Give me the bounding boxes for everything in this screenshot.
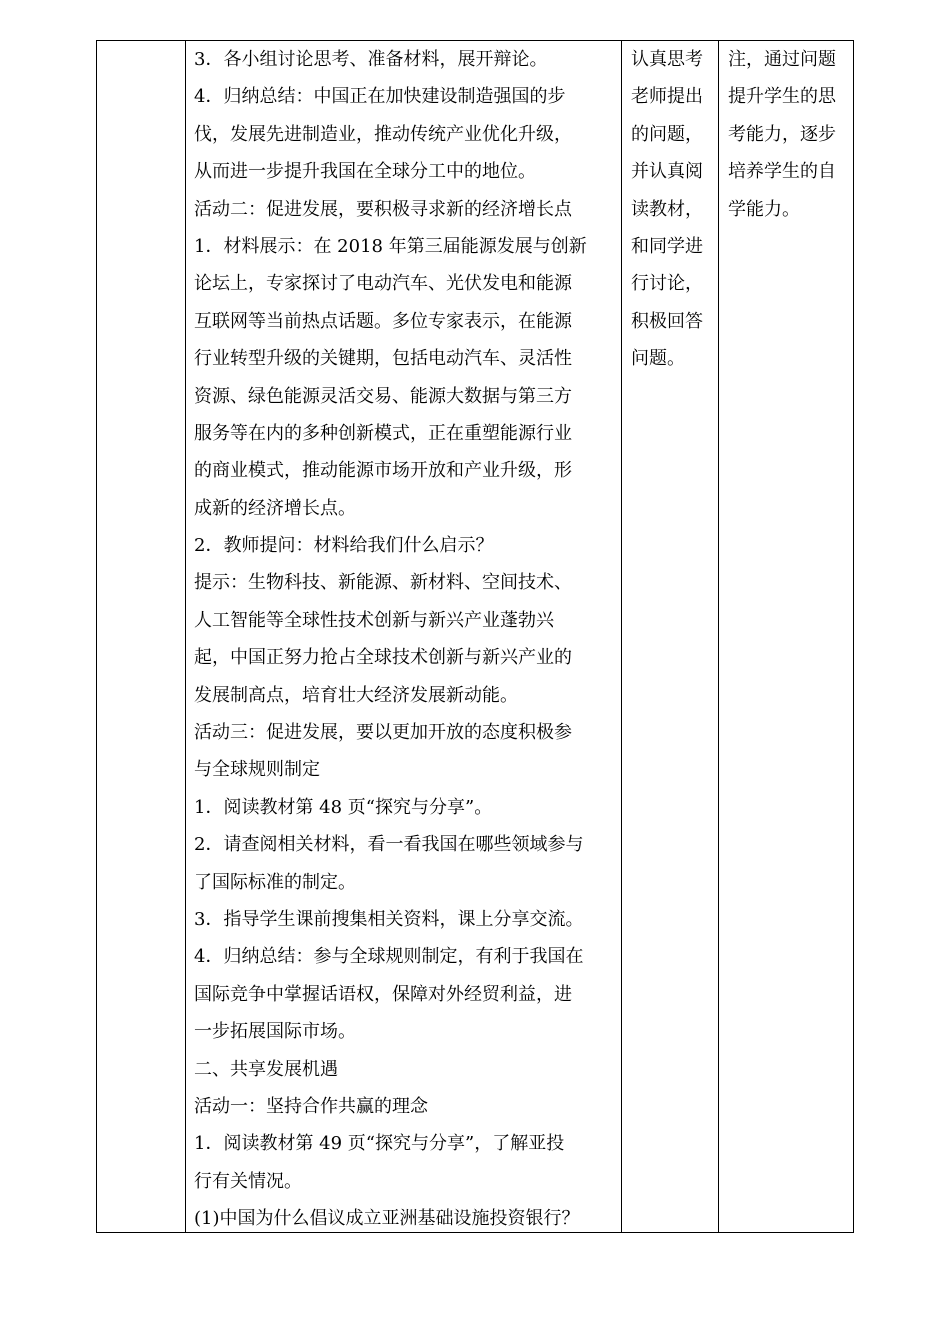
design-intent-text	[728, 41, 850, 228]
text-line: 行业转型升级的关键期，包括电动汽车、灵活性	[194, 348, 572, 370]
text-line: 考能力，逐步	[728, 123, 836, 145]
text-line: 积极回答	[631, 310, 703, 332]
text-line: 读教材，	[631, 198, 703, 220]
text-line: 起，中国正努力抢占全球技术创新与新兴产业的	[194, 647, 572, 669]
text-line: 1．材料展示：在 2018 年第三届能源发展与创新	[194, 235, 587, 257]
text-line: 和同学进	[631, 235, 703, 257]
text-line: 的问题，	[631, 123, 703, 145]
text-line: 4．归纳总结：中国正在加快建设制造强国的步	[194, 86, 566, 108]
text-line: 2．请查阅相关材料，看一看我国在哪些领域参与	[194, 834, 584, 856]
text-line: 1．阅读教材第 49 页“探究与分享”，了解亚投	[194, 1133, 565, 1155]
text-line: 行讨论，	[631, 273, 703, 295]
design-intent-column	[719, 41, 854, 1232]
text-line: 并认真阅	[631, 161, 703, 183]
text-line: 活动二：促进发展，要积极寻求新的经济增长点	[194, 198, 572, 220]
text-line: 3．指导学生课前搜集相关资料，课上分享交流。	[194, 908, 584, 930]
text-line: 伐，发展先进制造业，推动传统产业优化升级，	[194, 123, 572, 145]
text-line: 的商业模式，推动能源市场开放和产业升级，形	[194, 460, 572, 482]
text-line: 活动三：促进发展，要以更加开放的态度积极参	[194, 722, 572, 744]
text-line: 互联网等当前热点话题。多位专家表示，在能源	[194, 310, 572, 332]
student-activity-text	[631, 41, 715, 378]
text-line: 与全球规则制定	[194, 759, 320, 781]
text-line: 问题。	[631, 348, 685, 370]
text-line: 资源、绿色能源灵活交易、能源大数据与第三方	[194, 385, 572, 407]
text-line: 注，通过问题	[728, 49, 836, 70]
text-line: 成新的经济增长点。	[194, 497, 356, 519]
text-line: 一步拓展国际市场。	[194, 1021, 356, 1043]
text-line: 学能力。	[728, 198, 800, 220]
text-line: 论坛上，专家探讨了电动汽车、光伏发电和能源	[194, 273, 572, 295]
text-line: (1)中国为什么倡议成立亚洲基础设施投资银行？	[194, 1208, 580, 1230]
text-line: 培养学生的自	[728, 161, 836, 183]
text-line: 人工智能等全球性技术创新与新兴产业蓬勃兴	[194, 609, 554, 631]
text-line: 4．归纳总结：参与全球规则制定，有利于我国在	[194, 946, 584, 968]
lesson-plan-table	[96, 40, 854, 1233]
blank-column	[97, 41, 186, 1232]
student-activity-column	[622, 41, 719, 1232]
text-line: 了国际标准的制定。	[194, 871, 356, 893]
text-line: 二、共享发展机遇	[194, 1058, 338, 1080]
text-line: 国际竞争中掌握话语权，保障对外经贸利益，进	[194, 983, 572, 1005]
text-line: 提升学生的思	[728, 86, 836, 108]
teacher-activity-text	[194, 41, 619, 1238]
text-line: 认真思考	[631, 49, 703, 70]
text-line: 3．各小组讨论思考、准备材料，展开辩论。	[194, 49, 548, 70]
text-line: 从而进一步提升我国在全球分工中的地位。	[194, 161, 536, 183]
text-line: 提示：生物科技、新能源、新材料、空间技术、	[194, 572, 572, 594]
text-line: 活动一：坚持合作共赢的理念	[194, 1095, 428, 1117]
teacher-activity-column	[186, 41, 622, 1232]
text-line: 服务等在内的多种创新模式，正在重塑能源行业	[194, 422, 572, 444]
text-line: 发展制高点，培育壮大经济发展新动能。	[194, 684, 518, 706]
text-line: 2．教师提问：材料给我们什么启示？	[194, 535, 494, 557]
text-line: 1．阅读教材第 48 页“探究与分享”。	[194, 796, 493, 818]
text-line: 老师提出	[631, 86, 703, 108]
text-line: 行有关情况。	[194, 1170, 302, 1192]
